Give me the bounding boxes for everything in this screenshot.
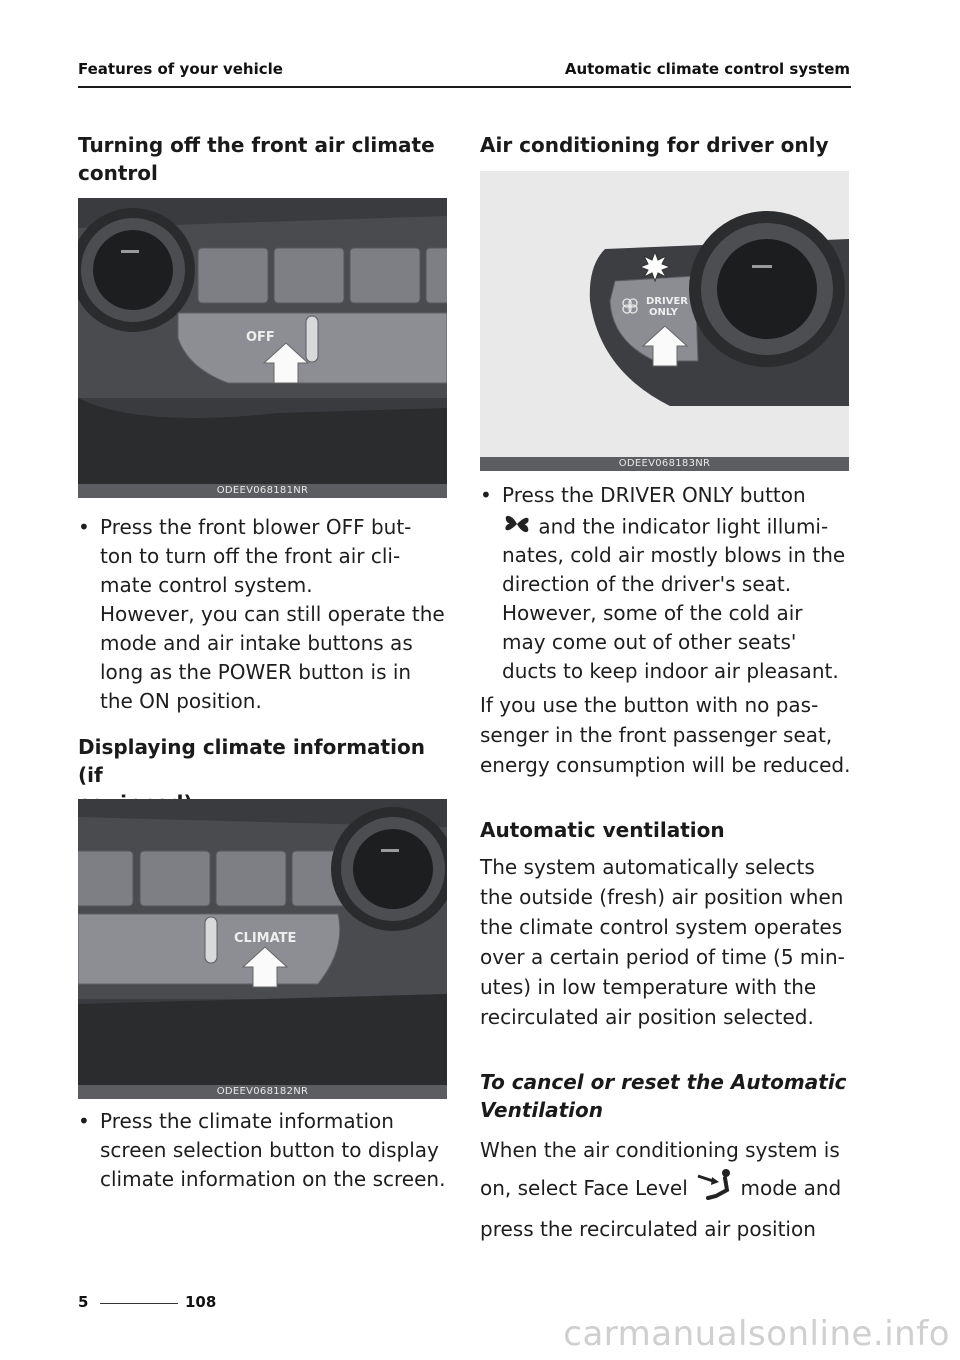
bullet-dot: • — [480, 483, 492, 507]
figure-button-label-climate: CLIMATE — [234, 931, 297, 946]
figure-caption: ODEEV068181NR — [78, 484, 447, 498]
figure-driver-only — [480, 171, 849, 471]
section-title-cancel-reset: To cancel or reset the Automatic Ventilation — [480, 1070, 847, 1122]
figure-caption: ODEEV068183NR — [480, 457, 849, 471]
bullet-dot: • — [78, 1109, 90, 1133]
header-rule — [78, 86, 851, 88]
paragraph-cancel-reset: When the air conditioning system is on, select Face Level mode and press the recirculated air position — [480, 1138, 842, 1241]
figure-climate-button — [78, 799, 447, 1099]
figure-button-label-off: OFF — [246, 330, 275, 345]
running-header-left: Features of your vehicle — [78, 60, 283, 78]
figure-caption: ODEEV068182NR — [78, 1085, 447, 1099]
page-number: 108 — [185, 1293, 217, 1311]
figure-button-label-driver: DRIVER — [646, 296, 688, 307]
figure-button-label-only: ONLY — [649, 307, 678, 318]
bullet-driver-only: • Press the DRIVER ONLY button and the indicator light illumi- nates, cold air mostly blows in the direction of the driver's seat. However, some of the cold air may come out of other seats' ducts to keep indoor air pleasant. — [480, 483, 846, 683]
section-title-climate-info: Displaying climate information (if — [78, 735, 425, 787]
running-header-right: Automatic climate control system — [564, 60, 850, 78]
section-title-auto-ventilation: Automatic ventilation — [480, 818, 725, 842]
watermark: carmanualsonline.info — [563, 1314, 950, 1354]
bullet-off-button: • Press the front blower OFF but- ton to turn off the front air cli- mate control system. However, you can still operate the mode and air intake buttons as long as the POWER button is in the ON position. — [78, 515, 445, 713]
bullet-climate-info: • Press the climate information screen selection button to display climate information on the screen. — [78, 1109, 446, 1191]
section-title-turning-off: Turning off the front air climate control — [78, 133, 435, 185]
bullet-dot: • — [78, 515, 90, 539]
section-title-driver-only: Air conditioning for driver only — [480, 133, 829, 157]
chapter-number: 5 — [78, 1293, 89, 1311]
face-level-icon — [694, 1168, 734, 1211]
paragraph-auto-ventilation: The system automatically selects the outside (fresh) air position when the climate control system operates over a certain period of time (5 min- utes) in low temperature with the recirculated air position selected. — [480, 855, 845, 1029]
footer-rule — [100, 1303, 178, 1304]
paragraph-energy: If you use the button with no pas- senger in the front passenger seat, energy consumption will be reduced. — [480, 693, 851, 777]
figure-off-button — [78, 198, 447, 498]
